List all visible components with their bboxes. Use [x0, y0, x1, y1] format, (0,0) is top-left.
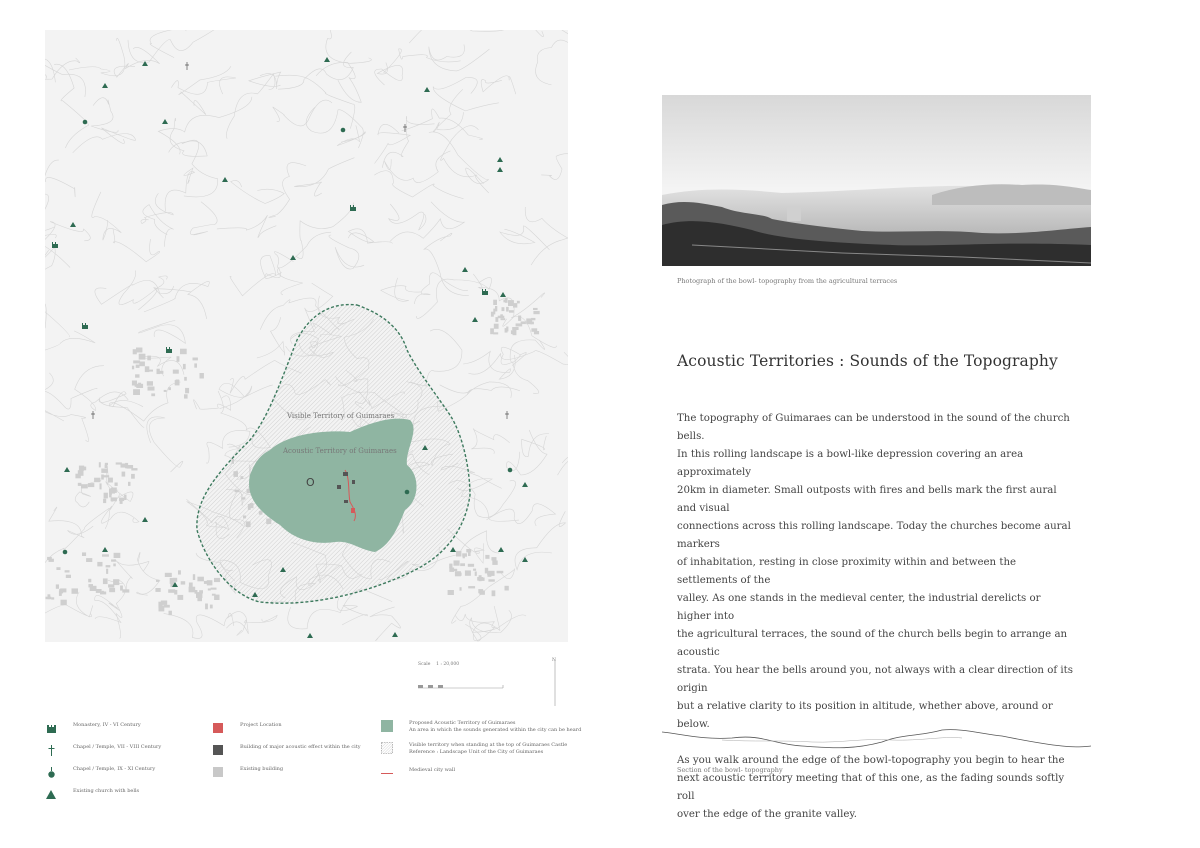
building-block	[495, 317, 498, 322]
building-block	[494, 324, 499, 329]
building-block	[460, 563, 465, 566]
chapel-dome-icon	[63, 550, 68, 555]
building-block	[194, 363, 197, 367]
building-block	[193, 574, 195, 580]
building-block	[155, 588, 160, 592]
building-block	[159, 371, 163, 374]
major-building	[337, 485, 341, 489]
major-building	[343, 472, 348, 476]
building-block	[151, 393, 155, 396]
building-block	[116, 462, 122, 464]
building-block	[115, 483, 118, 486]
major-building-swatch	[212, 744, 224, 756]
scale-graphic	[418, 660, 558, 710]
building-block	[81, 484, 88, 488]
building-block	[122, 472, 126, 477]
building-block	[511, 330, 514, 334]
building-block	[180, 349, 187, 355]
building-block	[147, 381, 153, 386]
building-block	[493, 300, 497, 305]
building-block	[164, 390, 167, 392]
paragraph: As you walk around the edge of the bowl-topography you begin to hear the next acoustic territory meeting that of this one, as the fading sounds softly roll over the edge of the granite valley.	[677, 755, 1065, 820]
building-block	[139, 362, 145, 367]
building-block	[168, 387, 171, 390]
legend-label: Existing building	[240, 766, 284, 772]
building-block	[449, 568, 454, 572]
building-block	[49, 559, 54, 562]
building-block	[178, 570, 181, 574]
visible-territory-swatch	[381, 742, 393, 754]
building-block	[102, 591, 104, 593]
building-block	[78, 483, 82, 486]
building-block	[177, 356, 180, 362]
building-block	[466, 549, 471, 552]
legend-item	[45, 766, 155, 778]
building-block	[83, 467, 87, 471]
building-block	[171, 580, 174, 584]
building-block	[518, 316, 521, 321]
legend-item	[381, 742, 567, 756]
legend-label: Chapel / Temple, VII - VIII Century	[73, 744, 162, 750]
building-block	[102, 554, 109, 556]
legend-item	[45, 788, 139, 800]
site-map	[45, 30, 568, 642]
visible-territory-label: Visible Territory of Guimaraes	[287, 412, 395, 420]
chapel-icon	[45, 744, 57, 756]
legend-item	[381, 720, 581, 734]
building-block	[208, 588, 211, 590]
building-block	[211, 588, 217, 590]
legend-item	[212, 744, 361, 756]
building-block	[105, 465, 108, 468]
castle-marker: O	[306, 476, 315, 489]
building-block	[448, 590, 454, 595]
building-block	[88, 584, 93, 587]
building-block	[205, 604, 208, 610]
building-block	[468, 586, 475, 588]
chapel-dome-icon	[45, 766, 57, 778]
building-block	[111, 559, 116, 561]
landscape-photo	[662, 95, 1091, 266]
building-block	[454, 560, 460, 565]
building-block	[109, 588, 115, 592]
building-block	[66, 575, 71, 578]
legend-label: Project Location	[240, 722, 282, 728]
building-block	[477, 577, 483, 581]
building-block	[495, 306, 497, 311]
building-block	[99, 462, 101, 467]
legend-item	[381, 767, 455, 779]
building-block	[512, 327, 518, 330]
building-block	[460, 587, 462, 591]
building-block	[51, 597, 54, 599]
building-block	[46, 597, 52, 600]
building-block	[516, 323, 523, 326]
page-title: Acoustic Territories : Sounds of the Topography	[677, 352, 1058, 370]
building-block	[164, 605, 170, 608]
building-block	[122, 589, 129, 592]
scale-label: Scale 1 : 20,000	[418, 662, 460, 667]
building-block	[132, 366, 134, 370]
building-block	[181, 581, 186, 584]
building-block	[97, 562, 102, 567]
acoustic-territory-label: Acoustic Territory of Guimaraes	[283, 447, 397, 455]
building-block	[133, 360, 140, 363]
project-location	[351, 508, 355, 513]
building-block	[100, 483, 102, 489]
building-block	[103, 499, 106, 503]
building-block	[491, 312, 494, 317]
building-block	[136, 384, 143, 388]
building-block	[132, 381, 137, 386]
building-block	[65, 570, 70, 572]
building-block	[487, 572, 490, 574]
building-block	[135, 374, 139, 377]
scale-bar	[418, 660, 558, 710]
building-block	[86, 558, 92, 562]
building-block	[113, 564, 116, 567]
building-block	[56, 584, 59, 588]
building-block	[173, 370, 179, 374]
building-block	[82, 552, 86, 556]
church-bells-icon	[45, 788, 57, 800]
building-block	[506, 327, 508, 332]
building-block	[468, 552, 471, 556]
legend-label: Medieval city wall	[409, 767, 456, 773]
building-block	[103, 578, 108, 584]
building-block	[75, 474, 80, 479]
chapel-dome-icon	[405, 490, 410, 495]
existing-building-swatch	[212, 766, 224, 778]
building-block	[113, 579, 119, 585]
building-block	[147, 356, 151, 361]
building-block	[174, 590, 177, 595]
legend-label: Chapel / Temple, IX - XI Century	[73, 766, 156, 772]
building-block	[96, 589, 102, 593]
building-block	[127, 465, 134, 469]
section-caption: Section of the bowl- topography	[677, 766, 783, 774]
legend-label: Building of major acoustic effect within the city	[240, 744, 361, 750]
building-block	[493, 332, 498, 334]
major-building	[352, 480, 355, 484]
building-block	[214, 578, 220, 582]
building-block	[210, 605, 213, 609]
building-block	[533, 311, 539, 314]
building-block	[465, 570, 471, 575]
building-block	[473, 569, 476, 571]
north-arrow-label: N	[552, 658, 556, 663]
building-block	[497, 571, 504, 574]
building-block	[468, 564, 474, 567]
building-block	[156, 580, 159, 582]
building-block	[88, 579, 91, 583]
building-block	[517, 301, 520, 304]
building-block	[133, 389, 140, 395]
building-block	[197, 596, 202, 601]
building-block	[168, 589, 175, 593]
project-location-swatch	[212, 722, 224, 734]
building-block	[94, 478, 100, 483]
building-block	[501, 318, 506, 320]
building-block	[526, 318, 532, 324]
legend-label: Existing church with bells	[73, 788, 140, 794]
photo-caption: Photograph of the bowl- topography from the agricultural terraces	[677, 277, 898, 285]
paragraph: The topography of Guimaraes can be understood in the sound of the church bells. In this rolling landscape is a bowl-like depression covering an area approximately 20km in diameter. Small outposts with fires and bells mark the first aural and visual connections across this rolling landscape. Today the churches become aural markers of inhabitation, resting in close proximity within and between the settlements of the valley. As one stands in the medieval center, the industrial derelicts or higher into the agricultural terraces, the sound of the church bells begin to arrange an acoustic strata. You hear the bells around you, not always with a clear direction of its origin but a relative clarity to its position in altitude, whether above, around or below.	[677, 413, 1073, 730]
building-block	[506, 307, 509, 312]
major-building	[344, 500, 348, 503]
building-block	[148, 387, 155, 391]
building-block	[111, 497, 117, 501]
map-legend	[45, 718, 585, 808]
building-block	[505, 586, 509, 591]
building-block	[533, 308, 538, 310]
building-block	[488, 579, 494, 581]
building-block	[120, 498, 123, 504]
building-block	[197, 577, 204, 582]
building-block	[120, 586, 123, 591]
building-block	[88, 483, 94, 487]
building-block	[136, 348, 142, 353]
building-block	[136, 365, 140, 368]
building-block	[72, 588, 79, 593]
chapel-dome-icon	[83, 120, 88, 125]
building-block	[500, 314, 503, 316]
building-block	[101, 475, 104, 480]
topography-section-drawing	[662, 722, 1091, 762]
building-block	[455, 571, 461, 576]
legend-label: Monastery, IV - VI Century	[73, 722, 141, 728]
building-block	[59, 591, 62, 596]
building-block	[503, 300, 505, 303]
building-block	[109, 493, 112, 498]
legend-item	[45, 722, 141, 734]
building-block	[184, 377, 187, 381]
building-block	[61, 600, 67, 605]
building-block	[165, 573, 172, 577]
building-block	[128, 482, 131, 486]
building-block	[475, 572, 477, 576]
building-block	[108, 478, 113, 483]
building-block	[185, 388, 189, 393]
building-block	[492, 590, 496, 596]
legend-item	[212, 766, 283, 778]
building-block	[104, 493, 108, 499]
building-block	[491, 557, 496, 560]
building-block	[509, 310, 514, 313]
building-block	[106, 565, 111, 567]
building-block	[101, 469, 108, 473]
legend-label: Proposed Acoustic Territory of Guimaraes An area in which the sounds generated within the city can be heard	[409, 720, 582, 733]
building-block	[485, 555, 489, 559]
building-block	[531, 328, 537, 332]
building-block	[106, 569, 108, 574]
building-block	[124, 495, 126, 500]
building-block	[184, 394, 188, 398]
monastery-icon	[45, 722, 57, 734]
acoustic-territory-swatch	[381, 720, 393, 732]
building-block	[479, 591, 485, 595]
building-block	[183, 364, 186, 369]
chapel-dome-icon	[508, 468, 513, 473]
building-block	[147, 370, 153, 372]
building-block	[462, 553, 467, 556]
legend-item	[212, 722, 282, 734]
building-block	[492, 561, 497, 565]
building-block	[456, 551, 461, 557]
building-block	[159, 606, 165, 612]
building-block	[169, 611, 172, 616]
building-block	[114, 553, 121, 558]
building-block	[502, 307, 505, 311]
city-wall-line	[381, 767, 393, 779]
building-block	[200, 373, 204, 379]
legend-item	[45, 744, 161, 756]
building-block	[214, 595, 219, 600]
chapel-dome-icon	[341, 128, 346, 133]
building-block	[193, 358, 198, 361]
legend-label: Visible territory when standing at the top of Guimaraes Castle Reference : Landscape Unit of the City of Guimaraes	[409, 742, 568, 755]
building-block	[177, 595, 183, 600]
building-block	[207, 580, 213, 585]
building-block	[139, 354, 146, 360]
building-block	[56, 567, 60, 570]
building-block	[189, 587, 196, 593]
building-block	[513, 303, 517, 308]
building-block	[161, 601, 167, 605]
building-block	[175, 380, 180, 385]
building-block	[103, 475, 109, 477]
building-block	[105, 463, 108, 465]
building-block	[131, 474, 135, 479]
